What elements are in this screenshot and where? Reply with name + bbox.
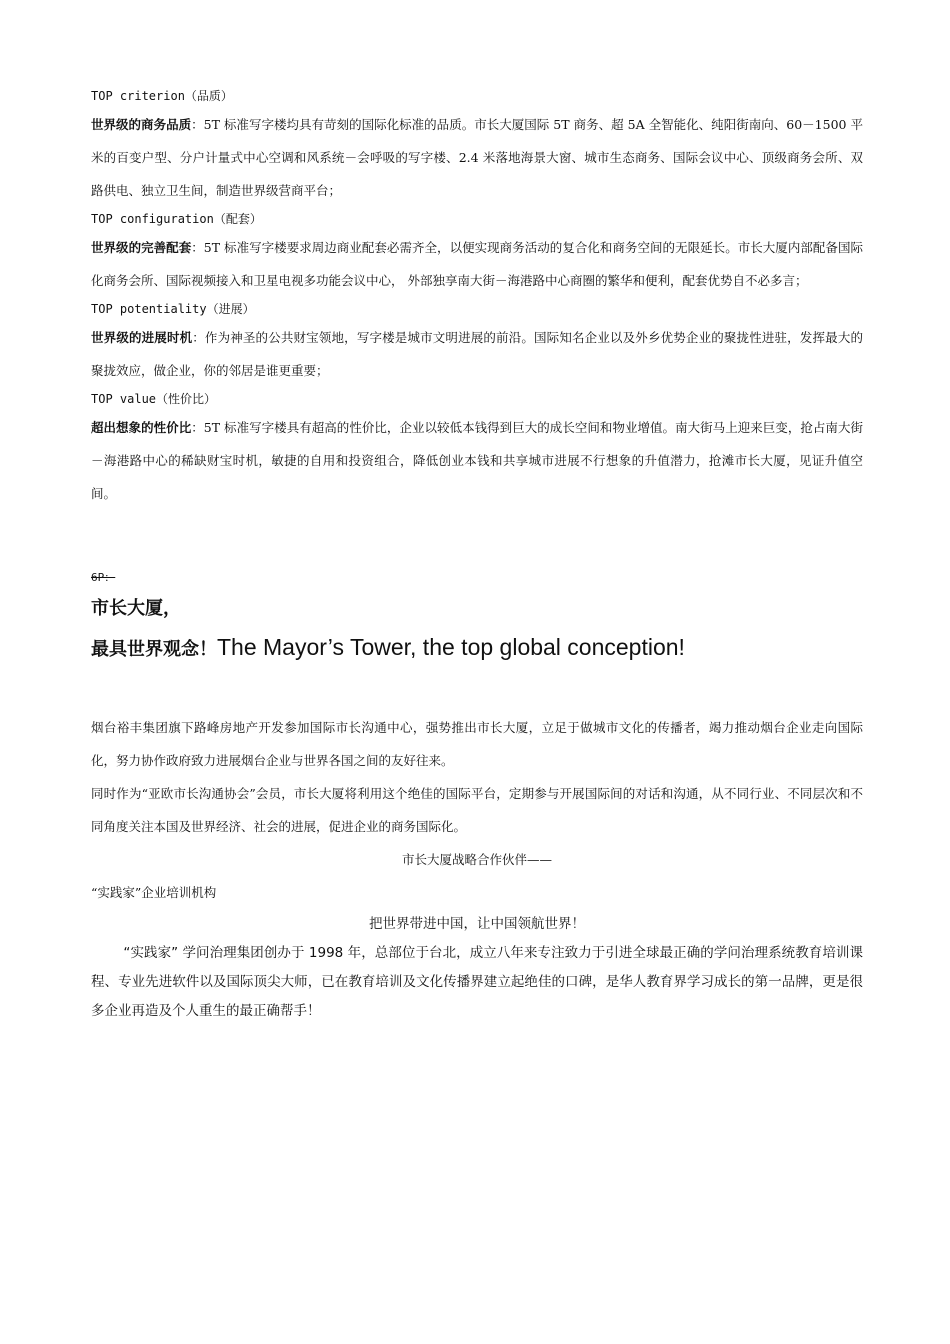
title-line-2 <box>91 628 863 669</box>
partner-slogan: 把世界带进中国，让中国领航世界！ <box>369 916 585 932</box>
title-en: The Mayor’s Tower, the top global conception! <box>217 634 685 660</box>
title-cn: 最具世界观念！ <box>91 639 217 660</box>
text-criterion: ：5T 标准写字楼均具有苛刻的国际化标准的品质。市长大厦国际 5T 商务、超 5A 全智能化、纯阳街南向、60－1500 平米的百变户型、分户计量式中心空调和风系统－会呼吸的写字楼、2.4 米落地海景大窗、城市生态商务、国际会议中心、顶级商务会所、双路供电、独立卫生间，制造世界级营商平台； <box>91 117 863 198</box>
lead-potentiality: 世界级的进展时机 <box>91 330 193 345</box>
title-line-1: 市长大厦， <box>91 598 181 619</box>
section-heading-criterion: TOP criterion（品质） <box>91 89 233 103</box>
section-body-potentiality <box>91 321 863 387</box>
section-heading-potentiality: TOP potentiality（进展） <box>91 302 255 316</box>
section-heading-value: TOP value（性价比） <box>91 392 217 406</box>
lead-value: 超出想象的性价比 <box>91 420 192 435</box>
text-value: ：5T 标准写字楼具有超高的性价比，企业以较低本钱得到巨大的成长空间和物业增值。南大街马上迎来巨变，抢占南大街－海港路中心的稀缺财宝时机，敏捷的自用和投资组合，降低创业本钱和共享城市进展不行想象的升值潜力，抢滩市长大厦，见证升值空间。 <box>91 420 863 501</box>
intro-paragraph-2: 同时作为“亚欧市长沟通协会”会员，市长大厦将利用这个绝佳的国际平台，定期参与开展国际间的对话和沟通，从不同行业、不同层次和不同角度关注本国及世界经济、社会的进展，促进企业的商务国际化。 <box>91 786 863 834</box>
lead-configuration: 世界级的完善配套 <box>91 240 192 255</box>
spacer <box>91 510 863 566</box>
marker-6p: 6P： <box>91 571 116 584</box>
partner-name: “实践家”企业培训机构 <box>91 885 217 900</box>
section-body-criterion <box>91 108 863 207</box>
section-heading-configuration: TOP configuration（配套） <box>91 212 262 226</box>
partner-intro: “实践家” 学问治理集团创办于 1998 年，总部位于台北，成立八年来专注致力于引进全球最正确的学问治理系统教育培训课程、专业先进软件以及国际顶尖大师，已在教育培训及文化传播界建立起绝佳的口碑，是华人教育界学习成长的第一品牌，更是很多企业再造及个人重生的最正确帮手！ <box>91 945 863 1019</box>
intro-paragraph-1: 烟台裕丰集团旗下路峰房地产开发参加国际市长沟通中心，强势推出市长大厦，立足于做城市文化的传播者，竭力推动烟台企业走向国际化，努力协作政府致力进展烟台企业与世界各国之间的友好往来。 <box>91 720 863 768</box>
text-potentiality: ：作为神圣的公共财宝领地，写字楼是城市文明进展的前沿。国际知名企业以及外乡优势企业的聚拢性进驻，发挥最大的聚拢效应，做企业，你的邻居是谁更重要； <box>91 330 863 378</box>
text-configuration: ：5T 标准写字楼要求周边商业配套必需齐全，以便实现商务活动的复合化和商务空间的无限延长。市长大厦内部配备国际化商务会所、国际视频接入和卫星电视多功能会议中心， 外部独享南大街－海港路中心商圈的繁华和便利，配套优势自不必多言； <box>91 240 863 288</box>
lead-criterion: 世界级的商务品质 <box>91 117 192 132</box>
spacer <box>91 669 863 711</box>
partner-heading: 市长大厦战略合作伙伴—— <box>401 852 552 867</box>
document-page <box>91 84 863 1026</box>
section-body-value <box>91 411 863 510</box>
section-body-configuration <box>91 231 863 297</box>
